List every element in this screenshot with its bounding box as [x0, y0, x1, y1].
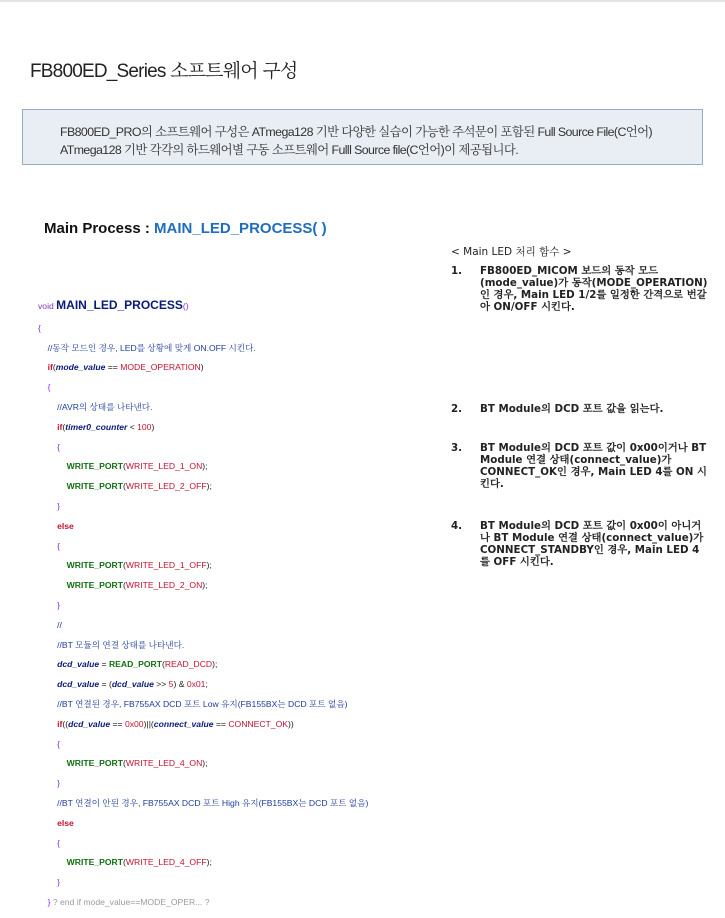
code-line: else: [57, 817, 74, 828]
code-function-name: MAIN_LED_PROCESS: [56, 297, 183, 312]
code-line: //동작 모드인 경우, LED를 상황에 맞게 ON.OFF 시킨다.: [47, 342, 256, 353]
main-process-function: MAIN_LED_PROCESS( ): [154, 220, 327, 237]
code-line: //BT 연결이 안된 경우, FB755AX DCD 포트 High 유지(FB155BX는 DCD 포트 없음): [57, 797, 369, 808]
code-line: {: [57, 837, 60, 848]
item-number: 1.: [451, 265, 463, 277]
item-number: 2.: [451, 403, 463, 415]
code-line: {: [47, 382, 51, 393]
code-line: dcd_value = (dcd_value >> 5) & 0x01;: [57, 679, 208, 690]
code-line: }: [57, 778, 60, 789]
code-line: if(mode_value == MODE_OPERATION): [47, 362, 204, 373]
code-line: WRITE_PORT(WRITE_LED_4_OFF);: [66, 857, 212, 868]
code-line: {: [38, 322, 41, 333]
item-number: 3.: [451, 442, 463, 454]
code-line: if(timer0_counter < 100): [57, 421, 155, 432]
code-line: WRITE_PORT(WRITE_LED_1_ON);: [66, 461, 208, 472]
main-process-label: Main Process :: [44, 220, 155, 237]
main-process-heading: [44, 220, 327, 237]
code-line: }: [57, 877, 60, 888]
info-line-2: ATmega128 기반 각각의 하드웨어별 구동 소프트웨어 Fulll Source file(C언어)이 제공됩니다.: [60, 143, 519, 157]
info-box: [22, 109, 703, 165]
code-line: {: [57, 738, 60, 749]
code-line: {: [57, 441, 60, 452]
code-line: //BT 모듈의 연결 상태를 나타낸다.: [57, 639, 185, 650]
code-line: //BT 연결된 경우, FB755AX DCD 포트 Low 유지(FB155BX는 DCD 포트 없음): [57, 698, 348, 709]
code-line: //: [57, 619, 62, 630]
item-text: BT Module의 DCD 포트 값이 0x00이거나 BT Module 연결 상태(connect_value)가 CONNECT_OK인 경우, Main LED 4를 ON 시킨다.: [480, 442, 707, 490]
code-listing: [38, 287, 368, 918]
item-text: BT Module의 DCD 포트 값이 0x00이 아니거나 BT Module 연결 상태(connect_value)가 CONNECT_STANDBY인 경우, Main LED 4를 OFF 시킨다.: [480, 520, 704, 568]
item-number: 4.: [451, 520, 463, 532]
item-text: BT Module의 DCD 포트 값을 읽는다.: [480, 403, 664, 415]
code-line: else: [57, 520, 74, 531]
code-line: if((dcd_value == 0x00)||(connect_value == CONNECT_OK)): [57, 718, 294, 729]
code-line: }: [57, 500, 60, 511]
description-header: < Main LED 처리 함수 >: [451, 246, 572, 258]
code-line: {: [57, 540, 60, 551]
code-line: }: [57, 599, 60, 610]
page-title: FB800ED_Series 소프트웨어 구성: [30, 61, 298, 82]
code-line: } ? end if mode_value==MODE_OPER... ?: [47, 896, 210, 907]
top-divider: [0, 0, 725, 2]
code-line: WRITE_PORT(WRITE_LED_2_OFF);: [66, 481, 212, 492]
code-line: //AVR의 상태를 나타낸다.: [57, 402, 153, 412]
code-line: WRITE_PORT(WRITE_LED_1_OFF);: [66, 560, 212, 571]
code-line: void MAIN_LED_PROCESS(): [38, 297, 189, 312]
code-line: WRITE_PORT(WRITE_LED_4_ON);: [66, 758, 208, 769]
info-line-1: FB800ED_PRO의 소프트웨어 구성은 ATmega128 기반 다양한 실습이 가능한 주석문이 포함된 Full Source File(C언어): [60, 125, 653, 139]
item-text: FB800ED_MICOM 보드의 동작 모드(mode_value)가 동작(MODE_OPERATION) 인 경우, Main LED 1/2를 일정한 간격으로 번갈아 ON/OFF 시킨다.: [480, 265, 708, 313]
code-line: dcd_value = READ_PORT(READ_DCD);: [57, 659, 218, 670]
code-line: WRITE_PORT(WRITE_LED_2_ON);: [66, 580, 208, 591]
